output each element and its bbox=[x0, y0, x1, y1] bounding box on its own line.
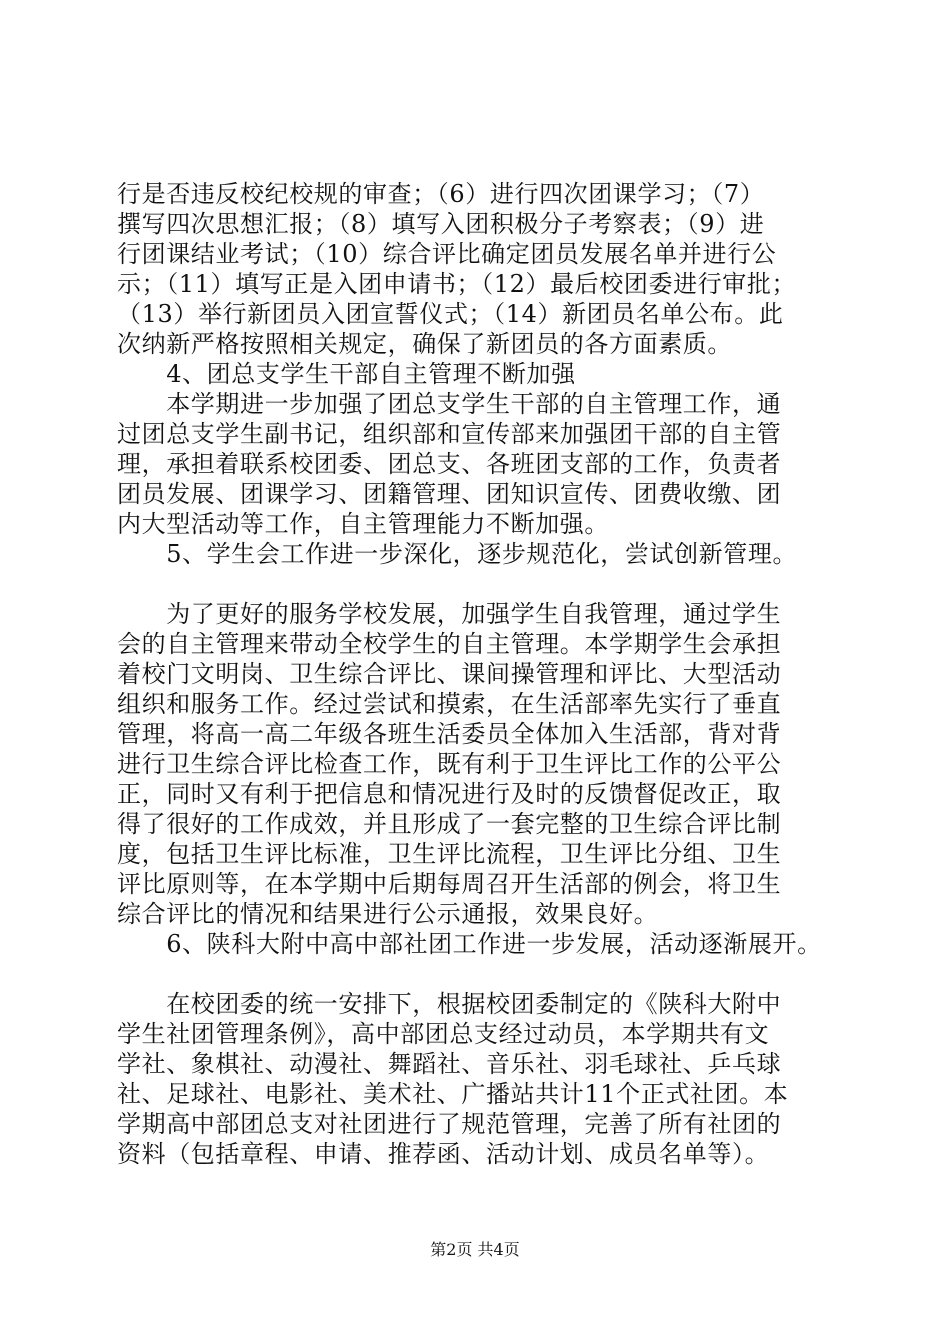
text-line: 度，包括卫生评比标准，卫生评比流程，卫生评比分组、卫生 bbox=[117, 840, 782, 868]
text-line: 学生社团管理条例》，高中部团总支经过动员，本学期共有文 bbox=[117, 1020, 770, 1048]
text-line: 本学期进一步加强了团总支学生干部的自主管理工作，通 bbox=[117, 390, 782, 418]
text-line: 综合评比的情况和结果进行公示通报，效果良好。 bbox=[117, 900, 659, 928]
text-line: 行团课结业考试；（10）综合评比确定团员发展名单并进行公 bbox=[117, 240, 777, 268]
text-line: 为了更好的服务学校发展，加强学生自我管理，通过学生 bbox=[117, 600, 782, 628]
text-line: 学期高中部团总支对社团进行了规范管理，完善了所有社团的 bbox=[117, 1110, 782, 1138]
section-heading-5: 5、学生会工作进一步深化，逐步规范化，尝试创新管理。 bbox=[117, 540, 798, 568]
text-line: 资料（包括章程、申请、推荐函、活动计划、成员名单等）。 bbox=[117, 1140, 770, 1168]
text-line: 团员发展、团课学习、团籍管理、团知识宣传、团费收缴、团 bbox=[117, 480, 782, 508]
text-line: 撰写四次思想汇报；（8）填写入团积极分子考察表；（9）进 bbox=[117, 210, 765, 238]
text-line: 在校团委的统一安排下，根据校团委制定的《陕科大附中 bbox=[117, 990, 782, 1018]
page-footer: 第2页 共4页 bbox=[430, 1240, 520, 1259]
text-line: 社、足球社、电影社、美术社、广播站共计11个正式社团。本 bbox=[117, 1080, 789, 1108]
text-line: 正，同时又有利于把信息和情况进行及时的反馈督促改正，取 bbox=[117, 780, 782, 808]
text-line: 次纳新严格按照相关规定，确保了新团员的各方面素质。 bbox=[117, 330, 732, 358]
text-line: 过团总支学生副书记，组织部和宣传部来加强团干部的自主管 bbox=[117, 420, 782, 448]
text-line: 管理，将高一高二年级各班生活委员全体加入生活部，背对背 bbox=[117, 720, 782, 748]
section-heading-6: 6、陕科大附中高中部社团工作进一步发展，活动逐渐展开。 bbox=[117, 930, 822, 958]
text-line: 示；（11）填写正是入团申请书；（12）最后校团委进行审批； bbox=[117, 270, 797, 298]
text-line: 得了很好的工作成效，并且形成了一套完整的卫生综合评比制 bbox=[117, 810, 782, 838]
text-line: 会的自主管理来带动全校学生的自主管理。本学期学生会承担 bbox=[117, 630, 782, 658]
text-line: 内大型活动等工作，自主管理能力不断加强。 bbox=[117, 510, 609, 538]
text-line: 学社、象棋社、动漫社、舞蹈社、音乐社、羽毛球社、乒乓球 bbox=[117, 1050, 782, 1078]
section-heading-4: 4、团总支学生干部自主管理不断加强 bbox=[117, 360, 576, 388]
text-line: （13）举行新团员入团宣誓仪式；（14）新团员名单公布。此 bbox=[117, 300, 784, 328]
text-line: 评比原则等，在本学期中后期每周召开生活部的例会，将卫生 bbox=[117, 870, 782, 898]
text-line: 着校门文明岗、卫生综合评比、课间操管理和评比、大型活动 bbox=[117, 660, 782, 688]
text-line: 理，承担着联系校团委、团总支、各班团支部的工作，负责者 bbox=[117, 450, 782, 478]
text-line: 进行卫生综合评比检查工作，既有利于卫生评比工作的公平公 bbox=[117, 750, 782, 778]
text-line: 行是否违反校纪校规的审查；（6）进行四次团课学习；（7） bbox=[117, 180, 765, 208]
text-line: 组织和服务工作。经过尝试和摸索，在生活部率先实行了垂直 bbox=[117, 690, 782, 718]
